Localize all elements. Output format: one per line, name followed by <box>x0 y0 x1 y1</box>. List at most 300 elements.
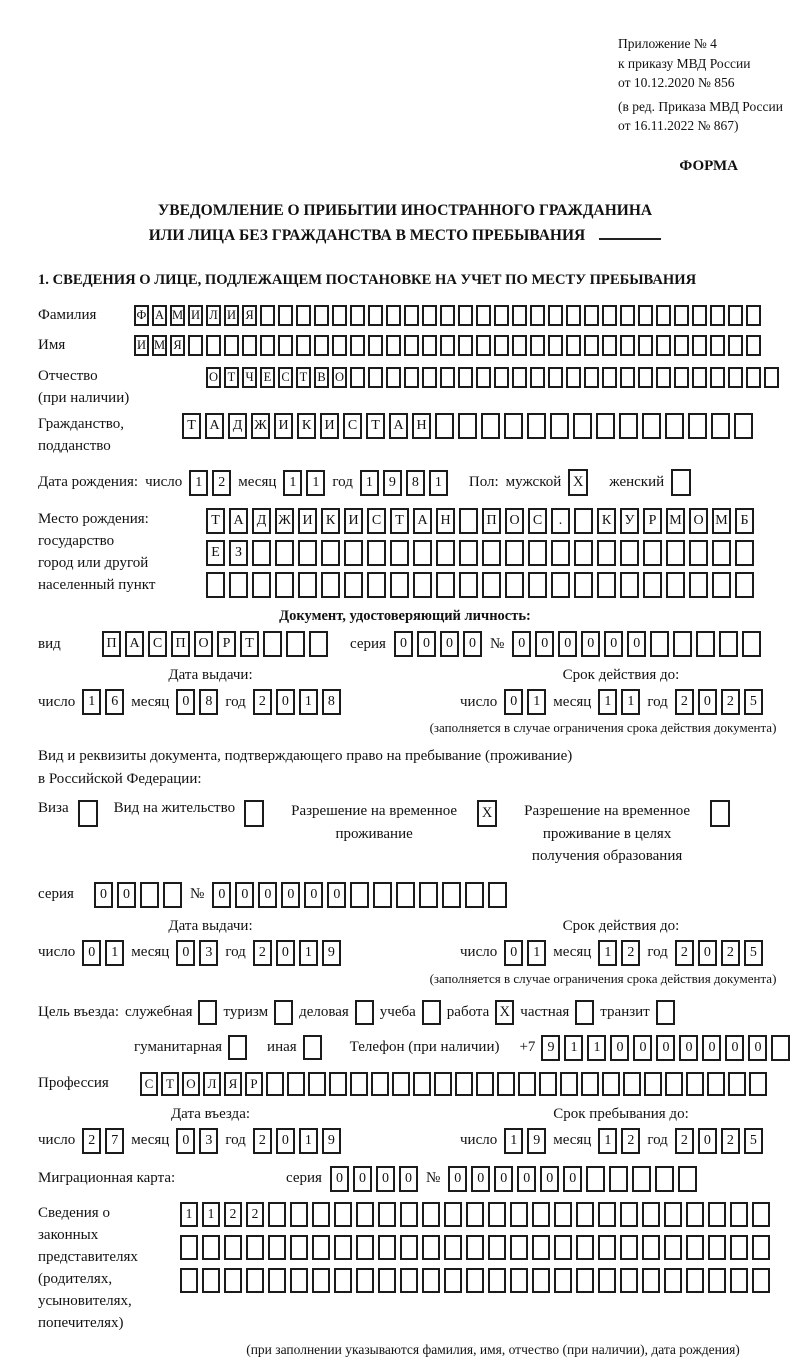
char-cell[interactable]: Н <box>436 508 455 534</box>
char-cell[interactable]: О <box>505 508 524 534</box>
char-cell[interactable]: А <box>152 305 167 326</box>
char-cell[interactable] <box>586 1166 605 1192</box>
char-cell[interactable] <box>602 335 617 356</box>
char-cell[interactable] <box>296 335 311 356</box>
char-cell[interactable] <box>510 1268 528 1293</box>
char-cell[interactable] <box>206 572 225 598</box>
char-cell[interactable]: О <box>332 367 347 388</box>
char-cell[interactable] <box>598 1235 616 1260</box>
char-cell[interactable] <box>268 1268 286 1293</box>
char-cell[interactable] <box>728 335 743 356</box>
char-cell[interactable] <box>224 1235 242 1260</box>
char-cell[interactable] <box>650 631 669 657</box>
char-cell[interactable] <box>619 413 638 439</box>
char-cell[interactable]: 0 <box>679 1035 698 1061</box>
char-cell[interactable] <box>419 882 438 908</box>
char-cell[interactable] <box>290 1202 308 1227</box>
char-cell[interactable]: 0 <box>304 882 323 908</box>
char-cell[interactable]: 2 <box>253 1128 272 1154</box>
char-cell[interactable] <box>560 1072 578 1096</box>
char-cell[interactable]: 0 <box>176 940 195 966</box>
char-cell[interactable] <box>692 305 707 326</box>
char-cell[interactable] <box>435 413 454 439</box>
char-cell[interactable] <box>566 335 581 356</box>
char-cell[interactable] <box>312 1268 330 1293</box>
char-cell[interactable] <box>510 1202 528 1227</box>
char-cell[interactable] <box>642 1235 660 1260</box>
char-cell[interactable]: 0 <box>517 1166 536 1192</box>
char-cell[interactable]: 2 <box>621 940 640 966</box>
char-cell[interactable] <box>504 413 523 439</box>
char-cell[interactable] <box>252 540 271 566</box>
char-cell[interactable] <box>367 572 386 598</box>
char-cell[interactable] <box>229 572 248 598</box>
char-cell[interactable]: 3 <box>199 940 218 966</box>
char-cell[interactable] <box>620 305 635 326</box>
char-cell[interactable]: Б <box>735 508 754 534</box>
char-cell[interactable] <box>332 305 347 326</box>
char-cell[interactable]: Н <box>412 413 431 439</box>
char-cell[interactable] <box>642 413 661 439</box>
char-cell[interactable] <box>246 1235 264 1260</box>
char-cell[interactable]: 0 <box>633 1035 652 1061</box>
char-cell[interactable] <box>268 1202 286 1227</box>
char-cell[interactable]: К <box>321 508 340 534</box>
char-cell[interactable] <box>574 508 593 534</box>
char-cell[interactable]: 0 <box>563 1166 582 1192</box>
char-cell[interactable] <box>436 572 455 598</box>
char-cell[interactable] <box>596 413 615 439</box>
purpose-study-checkbox[interactable] <box>422 1000 441 1025</box>
char-cell[interactable] <box>458 305 473 326</box>
char-cell[interactable]: 1 <box>527 689 546 715</box>
char-cell[interactable]: 2 <box>224 1202 242 1227</box>
char-cell[interactable]: 0 <box>627 631 646 657</box>
char-cell[interactable] <box>735 540 754 566</box>
char-cell[interactable] <box>692 335 707 356</box>
char-cell[interactable]: 1 <box>598 1128 617 1154</box>
char-cell[interactable]: Я <box>224 1072 242 1096</box>
char-cell[interactable]: 8 <box>322 689 341 715</box>
visa-checkbox[interactable] <box>78 800 98 827</box>
char-cell[interactable] <box>665 413 684 439</box>
char-cell[interactable]: К <box>597 508 616 534</box>
char-cell[interactable] <box>440 367 455 388</box>
char-cell[interactable]: 0 <box>399 1166 418 1192</box>
char-cell[interactable]: 0 <box>656 1035 675 1061</box>
char-cell[interactable]: 1 <box>587 1035 606 1061</box>
purpose-humanitarian-checkbox[interactable] <box>228 1035 247 1060</box>
char-cell[interactable] <box>368 305 383 326</box>
char-cell[interactable]: 1 <box>598 689 617 715</box>
purpose-tourism-checkbox[interactable] <box>274 1000 293 1025</box>
char-cell[interactable] <box>350 335 365 356</box>
char-cell[interactable] <box>674 305 689 326</box>
char-cell[interactable] <box>488 1268 506 1293</box>
char-cell[interactable] <box>444 1235 462 1260</box>
char-cell[interactable] <box>746 367 761 388</box>
char-cell[interactable] <box>574 540 593 566</box>
char-cell[interactable] <box>656 335 671 356</box>
char-cell[interactable] <box>455 1072 473 1096</box>
char-cell[interactable]: С <box>140 1072 158 1096</box>
char-cell[interactable] <box>400 1268 418 1293</box>
char-cell[interactable]: 2 <box>82 1128 101 1154</box>
char-cell[interactable] <box>712 572 731 598</box>
char-cell[interactable]: 8 <box>199 689 218 715</box>
char-cell[interactable] <box>459 508 478 534</box>
char-cell[interactable] <box>656 305 671 326</box>
temp-residence-education-checkbox[interactable] <box>710 800 730 827</box>
char-cell[interactable] <box>548 367 563 388</box>
char-cell[interactable]: 0 <box>702 1035 721 1061</box>
char-cell[interactable] <box>275 540 294 566</box>
char-cell[interactable] <box>749 1072 767 1096</box>
char-cell[interactable]: Я <box>170 335 185 356</box>
purpose-official-checkbox[interactable] <box>198 1000 217 1025</box>
char-cell[interactable]: 0 <box>748 1035 767 1061</box>
char-cell[interactable]: 2 <box>253 940 272 966</box>
char-cell[interactable]: 0 <box>448 1166 467 1192</box>
char-cell[interactable]: А <box>125 631 144 657</box>
char-cell[interactable] <box>296 305 311 326</box>
char-cell[interactable] <box>674 367 689 388</box>
char-cell[interactable]: 0 <box>235 882 254 908</box>
char-cell[interactable]: 1 <box>598 940 617 966</box>
char-cell[interactable] <box>528 540 547 566</box>
char-cell[interactable] <box>730 1235 748 1260</box>
char-cell[interactable] <box>620 367 635 388</box>
char-cell[interactable] <box>422 335 437 356</box>
char-cell[interactable]: 5 <box>744 1128 763 1154</box>
char-cell[interactable]: Я <box>242 305 257 326</box>
char-cell[interactable] <box>413 540 432 566</box>
char-cell[interactable] <box>356 1235 374 1260</box>
char-cell[interactable] <box>689 572 708 598</box>
char-cell[interactable] <box>598 1202 616 1227</box>
char-cell[interactable]: 1 <box>527 940 546 966</box>
char-cell[interactable] <box>620 572 639 598</box>
char-cell[interactable] <box>444 1268 462 1293</box>
char-cell[interactable] <box>752 1235 770 1260</box>
char-cell[interactable]: П <box>102 631 121 657</box>
char-cell[interactable] <box>742 631 761 657</box>
char-cell[interactable] <box>202 1268 220 1293</box>
char-cell[interactable]: 1 <box>180 1202 198 1227</box>
char-cell[interactable] <box>206 335 221 356</box>
char-cell[interactable]: 1 <box>189 470 208 496</box>
char-cell[interactable] <box>643 540 662 566</box>
char-cell[interactable] <box>476 305 491 326</box>
char-cell[interactable] <box>275 572 294 598</box>
char-cell[interactable] <box>350 367 365 388</box>
char-cell[interactable] <box>664 1202 682 1227</box>
char-cell[interactable] <box>344 572 363 598</box>
char-cell[interactable] <box>581 1072 599 1096</box>
char-cell[interactable] <box>609 1166 628 1192</box>
char-cell[interactable] <box>623 1072 641 1096</box>
char-cell[interactable] <box>655 1166 674 1192</box>
char-cell[interactable] <box>664 1268 682 1293</box>
char-cell[interactable] <box>312 1202 330 1227</box>
char-cell[interactable] <box>458 335 473 356</box>
char-cell[interactable] <box>371 1072 389 1096</box>
char-cell[interactable] <box>224 1268 242 1293</box>
char-cell[interactable] <box>566 367 581 388</box>
char-cell[interactable] <box>686 1268 704 1293</box>
char-cell[interactable]: Р <box>643 508 662 534</box>
char-cell[interactable]: П <box>482 508 501 534</box>
char-cell[interactable]: Д <box>228 413 247 439</box>
char-cell[interactable]: И <box>344 508 363 534</box>
char-cell[interactable] <box>620 1268 638 1293</box>
char-cell[interactable] <box>413 572 432 598</box>
char-cell[interactable] <box>444 1202 462 1227</box>
char-cell[interactable] <box>386 305 401 326</box>
char-cell[interactable]: 0 <box>376 1166 395 1192</box>
char-cell[interactable]: 0 <box>327 882 346 908</box>
char-cell[interactable] <box>530 305 545 326</box>
char-cell[interactable]: Р <box>217 631 236 657</box>
char-cell[interactable]: 1 <box>306 470 325 496</box>
char-cell[interactable] <box>442 882 461 908</box>
char-cell[interactable] <box>497 1072 515 1096</box>
char-cell[interactable] <box>390 572 409 598</box>
char-cell[interactable] <box>298 572 317 598</box>
char-cell[interactable] <box>598 1268 616 1293</box>
char-cell[interactable]: 0 <box>504 940 523 966</box>
char-cell[interactable]: Р <box>245 1072 263 1096</box>
char-cell[interactable]: В <box>314 367 329 388</box>
char-cell[interactable] <box>602 1072 620 1096</box>
char-cell[interactable]: 1 <box>283 470 302 496</box>
char-cell[interactable]: 2 <box>721 940 740 966</box>
char-cell[interactable] <box>510 1235 528 1260</box>
char-cell[interactable] <box>314 305 329 326</box>
char-cell[interactable]: 0 <box>471 1166 490 1192</box>
char-cell[interactable] <box>458 413 477 439</box>
char-cell[interactable] <box>532 1202 550 1227</box>
char-cell[interactable] <box>548 305 563 326</box>
purpose-work-checkbox[interactable]: X <box>495 1000 514 1025</box>
char-cell[interactable] <box>458 367 473 388</box>
char-cell[interactable] <box>140 882 159 908</box>
char-cell[interactable] <box>664 1235 682 1260</box>
char-cell[interactable] <box>620 335 635 356</box>
char-cell[interactable] <box>378 1202 396 1227</box>
char-cell[interactable]: О <box>182 1072 200 1096</box>
char-cell[interactable]: П <box>171 631 190 657</box>
char-cell[interactable]: 0 <box>535 631 554 657</box>
char-cell[interactable]: Т <box>296 367 311 388</box>
char-cell[interactable] <box>321 540 340 566</box>
sex-male-checkbox[interactable]: X <box>568 469 588 496</box>
char-cell[interactable] <box>719 631 738 657</box>
char-cell[interactable] <box>518 1072 536 1096</box>
char-cell[interactable] <box>476 1072 494 1096</box>
char-cell[interactable] <box>528 572 547 598</box>
char-cell[interactable] <box>764 367 779 388</box>
char-cell[interactable]: О <box>689 508 708 534</box>
char-cell[interactable]: 1 <box>621 689 640 715</box>
char-cell[interactable]: М <box>152 335 167 356</box>
char-cell[interactable]: 0 <box>276 689 295 715</box>
char-cell[interactable] <box>308 1072 326 1096</box>
char-cell[interactable] <box>482 540 501 566</box>
char-cell[interactable]: 0 <box>176 689 195 715</box>
char-cell[interactable] <box>356 1268 374 1293</box>
char-cell[interactable] <box>678 1166 697 1192</box>
char-cell[interactable]: 2 <box>675 1128 694 1154</box>
char-cell[interactable]: И <box>298 508 317 534</box>
char-cell[interactable] <box>550 413 569 439</box>
char-cell[interactable] <box>710 367 725 388</box>
char-cell[interactable] <box>260 335 275 356</box>
char-cell[interactable]: 9 <box>527 1128 546 1154</box>
char-cell[interactable]: Ж <box>251 413 270 439</box>
char-cell[interactable]: 2 <box>675 940 694 966</box>
char-cell[interactable] <box>710 335 725 356</box>
char-cell[interactable] <box>404 367 419 388</box>
char-cell[interactable] <box>390 540 409 566</box>
char-cell[interactable] <box>602 305 617 326</box>
char-cell[interactable]: Т <box>206 508 225 534</box>
char-cell[interactable] <box>686 1202 704 1227</box>
char-cell[interactable]: А <box>229 508 248 534</box>
char-cell[interactable] <box>368 367 383 388</box>
char-cell[interactable] <box>730 1202 748 1227</box>
purpose-transit-checkbox[interactable] <box>656 1000 675 1025</box>
char-cell[interactable]: М <box>170 305 185 326</box>
char-cell[interactable] <box>287 1072 305 1096</box>
char-cell[interactable] <box>686 1072 704 1096</box>
char-cell[interactable] <box>278 335 293 356</box>
char-cell[interactable] <box>530 367 545 388</box>
char-cell[interactable] <box>576 1268 594 1293</box>
char-cell[interactable] <box>642 1202 660 1227</box>
char-cell[interactable] <box>378 1235 396 1260</box>
char-cell[interactable]: 2 <box>212 470 231 496</box>
char-cell[interactable]: 2 <box>621 1128 640 1154</box>
char-cell[interactable] <box>465 882 484 908</box>
char-cell[interactable] <box>638 335 653 356</box>
char-cell[interactable]: 1 <box>360 470 379 496</box>
char-cell[interactable]: 0 <box>276 1128 295 1154</box>
char-cell[interactable] <box>400 1235 418 1260</box>
char-cell[interactable] <box>734 413 753 439</box>
char-cell[interactable] <box>707 1072 725 1096</box>
char-cell[interactable] <box>422 305 437 326</box>
char-cell[interactable] <box>368 335 383 356</box>
char-cell[interactable]: М <box>712 508 731 534</box>
char-cell[interactable] <box>688 413 707 439</box>
char-cell[interactable]: Л <box>203 1072 221 1096</box>
char-cell[interactable]: 0 <box>581 631 600 657</box>
char-cell[interactable]: Ф <box>134 305 149 326</box>
char-cell[interactable]: Т <box>366 413 385 439</box>
char-cell[interactable] <box>597 540 616 566</box>
char-cell[interactable] <box>551 540 570 566</box>
char-cell[interactable]: 0 <box>494 1166 513 1192</box>
char-cell[interactable] <box>350 882 369 908</box>
char-cell[interactable]: 0 <box>558 631 577 657</box>
char-cell[interactable] <box>632 1166 651 1192</box>
char-cell[interactable]: 0 <box>281 882 300 908</box>
char-cell[interactable] <box>466 1202 484 1227</box>
char-cell[interactable]: 0 <box>698 940 717 966</box>
char-cell[interactable]: С <box>278 367 293 388</box>
char-cell[interactable]: 0 <box>725 1035 744 1061</box>
char-cell[interactable] <box>260 305 275 326</box>
char-cell[interactable]: 0 <box>330 1166 349 1192</box>
char-cell[interactable]: 3 <box>199 1128 218 1154</box>
char-cell[interactable] <box>224 335 239 356</box>
char-cell[interactable] <box>252 572 271 598</box>
char-cell[interactable] <box>686 1235 704 1260</box>
char-cell[interactable] <box>413 1072 431 1096</box>
char-cell[interactable] <box>505 540 524 566</box>
char-cell[interactable]: И <box>224 305 239 326</box>
char-cell[interactable] <box>436 540 455 566</box>
char-cell[interactable]: 0 <box>440 631 459 657</box>
char-cell[interactable] <box>576 1202 594 1227</box>
char-cell[interactable] <box>708 1202 726 1227</box>
char-cell[interactable] <box>459 572 478 598</box>
char-cell[interactable]: 5 <box>744 940 763 966</box>
char-cell[interactable]: Е <box>206 540 225 566</box>
char-cell[interactable] <box>708 1235 726 1260</box>
char-cell[interactable] <box>350 1072 368 1096</box>
char-cell[interactable]: 0 <box>82 940 101 966</box>
char-cell[interactable] <box>602 367 617 388</box>
char-cell[interactable] <box>202 1235 220 1260</box>
sex-female-checkbox[interactable] <box>671 469 691 496</box>
char-cell[interactable]: Е <box>260 367 275 388</box>
char-cell[interactable] <box>708 1268 726 1293</box>
purpose-private-checkbox[interactable] <box>575 1000 594 1025</box>
char-cell[interactable]: Д <box>252 508 271 534</box>
char-cell[interactable] <box>532 1235 550 1260</box>
char-cell[interactable] <box>246 1268 264 1293</box>
char-cell[interactable] <box>422 367 437 388</box>
char-cell[interactable] <box>482 572 501 598</box>
char-cell[interactable] <box>278 305 293 326</box>
char-cell[interactable] <box>404 335 419 356</box>
char-cell[interactable] <box>494 335 509 356</box>
char-cell[interactable] <box>350 305 365 326</box>
char-cell[interactable] <box>488 882 507 908</box>
char-cell[interactable] <box>298 540 317 566</box>
char-cell[interactable] <box>268 1235 286 1260</box>
char-cell[interactable] <box>422 1268 440 1293</box>
char-cell[interactable] <box>505 572 524 598</box>
char-cell[interactable]: И <box>188 305 203 326</box>
char-cell[interactable] <box>584 367 599 388</box>
char-cell[interactable] <box>373 882 392 908</box>
char-cell[interactable] <box>386 335 401 356</box>
char-cell[interactable] <box>309 631 328 657</box>
char-cell[interactable] <box>440 335 455 356</box>
char-cell[interactable]: К <box>297 413 316 439</box>
char-cell[interactable] <box>488 1235 506 1260</box>
char-cell[interactable] <box>334 1235 352 1260</box>
char-cell[interactable] <box>530 335 545 356</box>
char-cell[interactable]: 7 <box>105 1128 124 1154</box>
char-cell[interactable]: 2 <box>253 689 272 715</box>
char-cell[interactable] <box>392 1072 410 1096</box>
char-cell[interactable] <box>396 882 415 908</box>
char-cell[interactable] <box>574 572 593 598</box>
